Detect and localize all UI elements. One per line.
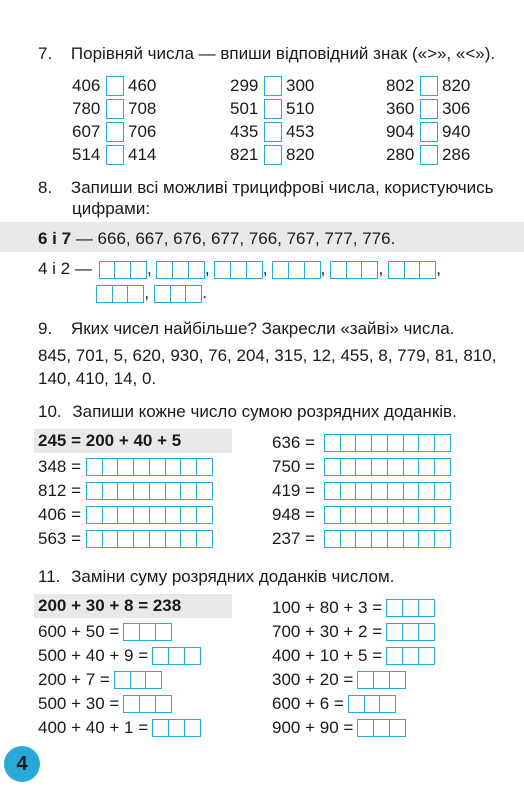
answer-cells[interactable] bbox=[357, 671, 405, 689]
task7-number: 7. bbox=[38, 44, 53, 63]
answer-cells[interactable] bbox=[330, 261, 378, 279]
task11-row bbox=[38, 692, 201, 716]
compare-row bbox=[72, 97, 156, 120]
task10-heading bbox=[38, 402, 457, 422]
answer-cells[interactable] bbox=[86, 506, 213, 524]
task11-row bbox=[38, 644, 201, 668]
number: 460 bbox=[128, 75, 157, 95]
answer-cells[interactable] bbox=[154, 285, 202, 303]
task11-example: 200 + 30 + 8 = 238 bbox=[38, 596, 182, 615]
number: 802 bbox=[386, 75, 415, 95]
task7-column-1 bbox=[72, 74, 156, 166]
answer-box[interactable] bbox=[264, 76, 282, 96]
expression: 563 = bbox=[38, 529, 82, 548]
task11-left-column bbox=[38, 620, 201, 740]
number: 435 bbox=[230, 121, 259, 141]
expression: 812 = bbox=[38, 481, 82, 500]
answer-box[interactable] bbox=[420, 99, 438, 119]
compare-row bbox=[230, 74, 314, 97]
compare-row bbox=[230, 97, 314, 120]
answer-cells[interactable] bbox=[386, 623, 434, 641]
task7-text: Порівняй числа — впиши відповідний знак («>», «<»). bbox=[70, 44, 496, 63]
task11-text: Заміни суму розрядних доданків числом. bbox=[71, 567, 395, 586]
answer-cells[interactable] bbox=[324, 458, 451, 476]
task8-text: Запиши всі можливі трицифрові числа, користуючись bbox=[70, 178, 494, 197]
number: 360 bbox=[386, 98, 415, 118]
task9-heading bbox=[38, 319, 454, 339]
compare-row bbox=[72, 120, 156, 143]
expression: 600 + 50 = bbox=[38, 622, 120, 641]
number: 300 bbox=[286, 75, 315, 95]
task10-right-column bbox=[272, 431, 451, 551]
task7-column-3 bbox=[386, 74, 470, 166]
answer-cells[interactable] bbox=[114, 671, 162, 689]
page-number-badge bbox=[4, 746, 40, 782]
task8-answer-line-1: 4 і 2 — , , , , , , bbox=[38, 259, 442, 278]
expression: 300 + 20 = bbox=[272, 670, 354, 689]
task8-heading bbox=[38, 178, 493, 198]
answer-cells[interactable] bbox=[214, 261, 262, 279]
task7-heading bbox=[38, 44, 495, 64]
task8-prompt: 4 і 2 — bbox=[38, 259, 92, 278]
expression: 400 + 40 + 1 = bbox=[38, 718, 149, 737]
expression: 500 + 30 = bbox=[38, 694, 120, 713]
answer-cells[interactable] bbox=[156, 261, 204, 279]
expression: 500 + 40 + 9 = bbox=[38, 646, 149, 665]
compare-row bbox=[386, 97, 470, 120]
expression: 419 = bbox=[272, 481, 316, 500]
answer-cells[interactable] bbox=[99, 261, 147, 279]
task10-row bbox=[38, 503, 213, 527]
number: 820 bbox=[442, 75, 471, 95]
task10-row bbox=[272, 527, 451, 551]
page-number: 4 bbox=[16, 752, 28, 775]
task11-row bbox=[272, 668, 435, 692]
task10-row bbox=[38, 479, 213, 503]
answer-box[interactable] bbox=[264, 99, 282, 119]
answer-cells[interactable] bbox=[386, 599, 434, 617]
answer-cells[interactable] bbox=[86, 458, 213, 476]
answer-box[interactable] bbox=[106, 99, 124, 119]
task11-right-column bbox=[272, 596, 435, 740]
task10-text: Запиши кожне число сумою розрядних доданків. bbox=[72, 402, 457, 421]
task8-answer-line-2: , . bbox=[96, 282, 207, 304]
answer-cells[interactable] bbox=[388, 261, 436, 279]
answer-cells[interactable] bbox=[152, 719, 200, 737]
answer-box[interactable] bbox=[264, 122, 282, 142]
task10-row bbox=[38, 527, 213, 551]
number: 299 bbox=[230, 75, 259, 95]
number: 406 bbox=[72, 75, 101, 95]
compare-row bbox=[386, 143, 470, 166]
compare-row bbox=[230, 143, 314, 166]
expression: 600 + 6 = bbox=[272, 694, 344, 713]
answer-cells[interactable] bbox=[86, 530, 213, 548]
task7-column-2 bbox=[230, 74, 314, 166]
answer-box[interactable] bbox=[420, 76, 438, 96]
task11-row bbox=[272, 644, 435, 668]
expression: 237 = bbox=[272, 529, 316, 548]
task11-number: 11. bbox=[38, 567, 61, 586]
number: 306 bbox=[442, 98, 471, 118]
compare-row bbox=[386, 120, 470, 143]
task8-example-numbers: — 666, 667, 676, 677, 766, 767, 777, 776. bbox=[71, 229, 396, 248]
expression: 636 = bbox=[272, 433, 316, 452]
answer-cells[interactable] bbox=[324, 506, 451, 524]
compare-row bbox=[72, 74, 156, 97]
answer-box[interactable] bbox=[106, 122, 124, 142]
number: 820 bbox=[286, 144, 315, 164]
answer-box[interactable] bbox=[106, 76, 124, 96]
number: 286 bbox=[442, 144, 471, 164]
compare-row bbox=[72, 143, 156, 166]
task9-numbers-line2: 140, 410, 14, 0. bbox=[38, 369, 157, 388]
task10-row bbox=[272, 479, 451, 503]
expression: 200 + 7 = bbox=[38, 670, 110, 689]
number: 940 bbox=[442, 121, 471, 141]
expression: 406 = bbox=[38, 505, 82, 524]
compare-row bbox=[230, 120, 314, 143]
expression: 900 + 90 = bbox=[272, 718, 354, 737]
answer-cells[interactable] bbox=[96, 285, 144, 303]
task9-number: 9. bbox=[38, 319, 53, 338]
answer-cells[interactable] bbox=[324, 434, 451, 452]
answer-cells[interactable] bbox=[324, 482, 451, 500]
expression: 348 = bbox=[38, 457, 82, 476]
task11-row bbox=[272, 596, 435, 620]
expression: 750 = bbox=[272, 457, 316, 476]
task10-example: 245 = 200 + 40 + 5 bbox=[38, 431, 182, 450]
number: 708 bbox=[128, 98, 157, 118]
task11-row bbox=[272, 620, 435, 644]
answer-box[interactable] bbox=[420, 145, 438, 165]
answer-box[interactable] bbox=[264, 145, 282, 165]
number: 904 bbox=[386, 121, 415, 141]
expression: 700 + 30 + 2 = bbox=[272, 622, 383, 641]
task8-example-digits: 6 і 7 bbox=[38, 229, 72, 248]
task11-row bbox=[272, 692, 435, 716]
answer-box[interactable] bbox=[106, 145, 124, 165]
answer-cells[interactable] bbox=[123, 695, 171, 713]
answer-cells[interactable] bbox=[86, 482, 213, 500]
task11-row bbox=[38, 716, 201, 740]
task10-row bbox=[272, 431, 451, 455]
answer-box[interactable] bbox=[420, 122, 438, 142]
expression: 100 + 80 + 3 = bbox=[272, 598, 383, 617]
number: 706 bbox=[128, 121, 157, 141]
answer-cells[interactable] bbox=[386, 647, 434, 665]
answer-cells[interactable] bbox=[152, 647, 200, 665]
task10-left-column bbox=[38, 455, 213, 551]
task11-heading bbox=[38, 567, 394, 587]
number: 780 bbox=[72, 98, 101, 118]
number: 280 bbox=[386, 144, 415, 164]
answer-cells[interactable] bbox=[357, 719, 405, 737]
answer-cells[interactable] bbox=[272, 261, 320, 279]
task8-example bbox=[38, 228, 395, 250]
answer-cells[interactable] bbox=[324, 530, 451, 548]
number: 510 bbox=[286, 98, 315, 118]
task9-numbers-line1: 845, 701, 5, 620, 930, 76, 204, 315, 12, 455, 8, 779, 81, 810, bbox=[38, 346, 497, 365]
task10-row bbox=[38, 455, 213, 479]
task9-text: Яких чисел найбільше? Закресли «зайві» числа. bbox=[70, 319, 455, 338]
task10-row bbox=[272, 455, 451, 479]
number: 514 bbox=[72, 144, 101, 164]
number: 453 bbox=[286, 121, 315, 141]
task10-number: 10. bbox=[38, 402, 62, 421]
task8-number: 8. bbox=[38, 178, 53, 197]
answer-cells[interactable] bbox=[123, 623, 171, 641]
task11-row bbox=[38, 668, 201, 692]
number: 501 bbox=[230, 98, 259, 118]
expression: 400 + 10 + 5 = bbox=[272, 646, 383, 665]
number: 414 bbox=[128, 144, 157, 164]
number: 821 bbox=[230, 144, 259, 164]
expression: 948 = bbox=[272, 505, 316, 524]
answer-cells[interactable] bbox=[348, 695, 396, 713]
task10-row bbox=[272, 503, 451, 527]
number: 607 bbox=[72, 121, 101, 141]
compare-row bbox=[386, 74, 470, 97]
task11-row bbox=[38, 620, 201, 644]
task11-row bbox=[272, 716, 435, 740]
task8-text-line2: цифрами: bbox=[72, 199, 151, 218]
